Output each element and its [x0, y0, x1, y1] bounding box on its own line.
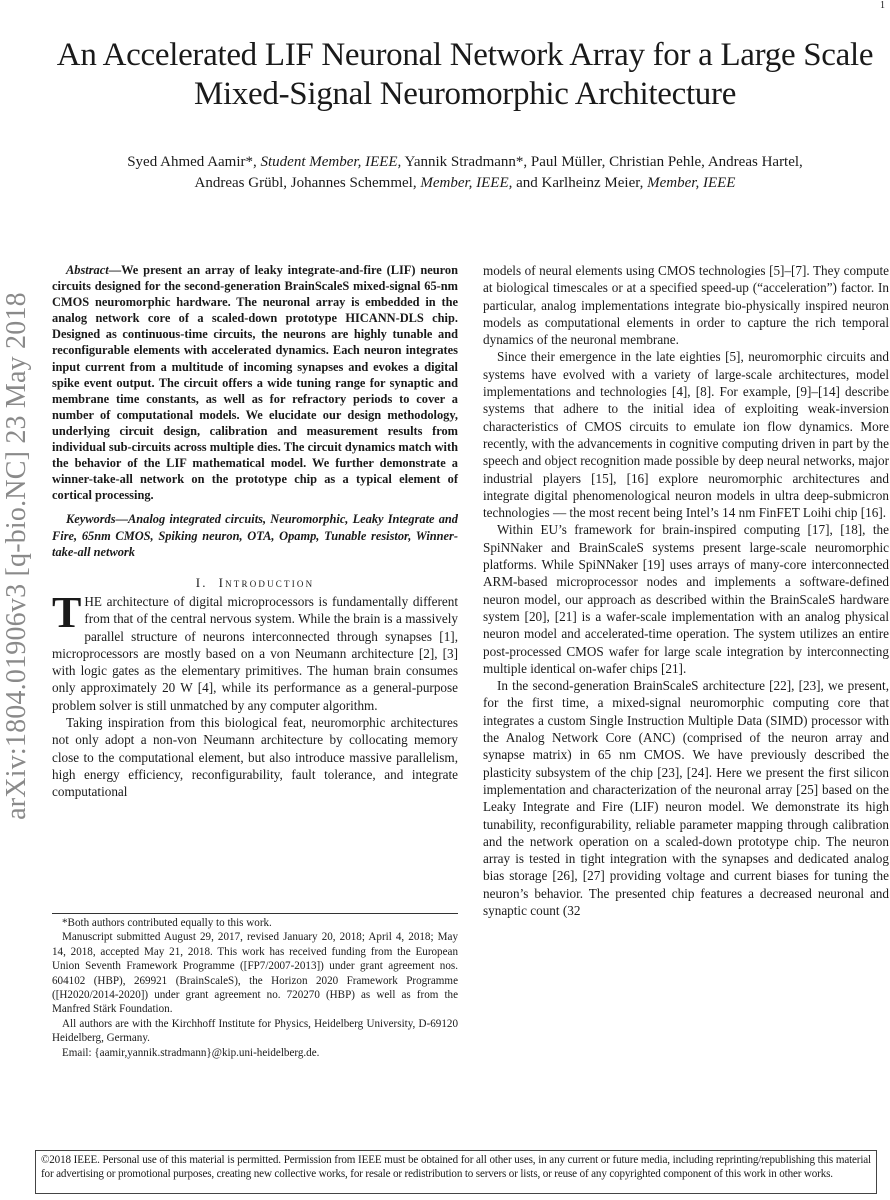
page-number: 1 — [880, 0, 885, 11]
author-name: Syed Ahmed Aamir* — [127, 154, 254, 170]
paragraph-text: HE architecture of digital microprocessors is fundamentally different from that of the central nervous system. While the brain is a massively parallel structure of neurons interconnected through synapses [1], microprocessors are mostly based on a von Neumann architecture [2], [3] with logic gates as the elementary primitives. The human brain consumes only approximately 20 W [4], while its performance as a general-purpose problem solver is still unmatched by any computer algorithm. — [52, 593, 458, 713]
paper-title: An Accelerated LIF Neuronal Network Array for a Large Scale Mixed-Signal Neuromorphic Architecture — [56, 37, 874, 112]
copyright-notice: ©2018 IEEE. Personal use of this material is permitted. Permission from IEEE must be obtained for all other uses, in any current or future media, including reprinting/republishing this material for advertising or promotional purposes, creating new collective works, for resale or redistribution to servers or lists, or reuse of any copyrighted component of this work in other works. — [35, 1150, 877, 1194]
body-paragraph: Within EU’s framework for brain-inspired computing [17], [18], the SpiNNaker and BrainScaleS systems present large-scale neuromorphic platforms. While SpiNNaker [19] uses arrays of many-core interconnected ARM-based microprocessor nodes and implements a software-defined neuron model, our approach as described within the BrainScaleS hardware system [20], [21] is a wafer-scale implementation with an analog physical neuron model and accelerated-time operation. The system utilizes an entire post-processed CMOS wafer for large scale integration by interconnecting multiple identical on-wafer chips [21]. — [483, 522, 889, 676]
abstract — [52, 262, 458, 503]
author-name: and Karlheinz Meier, — [516, 175, 644, 191]
keywords — [52, 511, 458, 559]
intro-paragraph: Taking inspiration from this biological feat, neuromorphic architectures not only adopt a non-von Neumann architecture by collocating memory close to the computational element, but also introduce massive parallelism, high energy efficiency, reconfigurability, fault tolerance, and integrate computational — [52, 715, 458, 800]
author-name: Paul Müller, — [530, 154, 606, 170]
body-paragraph: In the second-generation BrainScaleS architecture [22], [23], we present, for the first time, a mixed-signal neuromorphic computing core that integrates a custom Single Instruction Multiple Data (SIMD) processor with the Analog Network Core (ANC) (comprised of the neuron array and synapse matrix) in 65 nm CMOS. We have previously described the plasticity subsystem of the chip [23], [24]. Here we present the first silicon implementation and characterization of the neuronal array [25] based on the Leaky Integrate and Fire (LIF) neuron model. We demonstrate its high tunability, reconfigurability, reliable parameter mapping through calibration and the network operation on a scaled-down prototype chip. The neuron array is tested in tight integration with the synapses and dedicated analog bias storage [26], [27] providing voltage and current biases for tuning the neuron’s behavior. The presented chip features a decreased neuronal and synaptic count (32 — [483, 678, 889, 918]
body-paragraph: models of neural elements using CMOS technologies [5]–[7]. They compute at biological timescales or at a specified speed-up (“acceleration”) factor. In particular, analog implementations integrate bio-physically inspired neuron models as computational elements in order to capture the rich temporal dynamics of the neuronal membrane. — [483, 263, 889, 348]
right-column — [483, 262, 889, 919]
abstract-text: —We present an array of leaky integrate-and-fire (LIF) neuron circuits designed for the second-generation BrainScaleS mixed-signal 65-nm CMOS neuromorphic hardware. The neuronal array is embedded in the analog network core of a scaled-down prototype HICANN-DLS chip. Designed as continuous-time circuits, the neurons are highly tunable and reconfigurable elements with accelerated dynamics. Each neuron integrates input current from a multitude of incoming synapses and evokes a digital spike event output. The circuit offers a wide tuning range for synaptic and membrane time constants, as well as for refractory periods to cover a number of computational models. We elucidate our design methodology, underlying circuit design, calibration and measurement results from individual sub-circuits across multiple dies. The circuit dynamics match with the behavior of the LIF mathematical model. We further demonstrate a winner-take-all network on the prototype chip as a typical element of cortical processing. — [52, 263, 458, 503]
drop-cap: T — [52, 587, 82, 637]
left-column — [52, 262, 458, 801]
footnote-rule — [52, 913, 458, 914]
footnote-affiliation: All authors are with the Kirchhoff Institute for Physics, Heidelberg University, D-69120 Heidelberg, Germany. — [52, 1017, 458, 1045]
footnotes — [52, 916, 458, 1060]
author-name: Andreas Grübl, — [194, 175, 288, 191]
abstract-label: Abstract — [66, 263, 109, 277]
intro-paragraph — [52, 587, 458, 714]
section-title: Introduction — [218, 574, 315, 590]
author-membership: Member, IEEE — [647, 175, 736, 191]
keywords-label: Keywords — [66, 512, 116, 527]
author-name: Johannes Schemmel, — [290, 175, 417, 191]
author-name: Andreas Hartel, — [707, 154, 803, 170]
author-membership: Member, IEEE, — [420, 175, 513, 191]
keywords-text: —Analog integrated circuits, Neuromorphic, Leaky Integrate and Fire, 65nm CMOS, Spiking neuron, OTA, Opamp, Tunable resistor, Winner-take-all network — [52, 512, 458, 559]
footnote-email: Email: {aamir,yannik.stradmann}@kip.uni-heidelberg.de. — [62, 1046, 320, 1059]
body-paragraph: Since their emergence in the late eighties [5], neuromorphic circuits and systems have evolved with a variety of large-scale architectures, model implementations and technologies [4], [8]. For example, [9]–[14] describe systems that adhere to the initial idea of exploiting weak-inversion characteristics of CMOS circuits to emulate ion flow dynamics. More recently, with the advancements in cognitive computing driven in part by the speech and object recognition made possible by deep neural networks, major industrial players [15], [16] explore neuromorphic architectures and integrate digital phenomenological neuron models in ultra deep-submicron technologies — the most recent being Intel’s 14 nm FinFET Loihi chip [16]. — [483, 349, 889, 521]
author-list: Syed Ahmed Aamir*, Student Member, IEEE, Yannik Stradmann*, Paul Müller, Christian Pehle, Andreas Hartel, Andreas Grübl, Johannes Schemmel, Member, IEEE, and Karlheinz Meier, Member, IEEE — [127, 154, 803, 191]
footnote-manuscript-funding: Manuscript submitted August 29, 2017, revised January 20, 2018; April 4, 2018; May 14, 2018, accepted May 21, 2018. This work has received funding from the European Union Seventh Framework Programme ([FP7/2007-2013]) under grant agreement nos. 604102 (HBP), 269921 (BrainScaleS), the Horizon 2020 Framework Programme ([H2020/2014-2020]) under grant agreement no. 720270 (HBP) as well as from the Manfred Stärk Foundation. — [52, 931, 458, 1016]
section-heading-introduction — [52, 574, 458, 591]
section-number: I. — [195, 574, 208, 590]
arxiv-stamp: arXiv:1804.01906v3 [q-bio.NC] 23 May 2018 — [1, 292, 32, 820]
author-membership: Student Member, IEEE, — [260, 154, 402, 170]
author-name: Yannik Stradmann*, — [404, 154, 528, 170]
footnote-equal-contribution: *Both authors contributed equally to this work. — [62, 917, 272, 929]
author-name: Christian Pehle, — [609, 154, 705, 170]
